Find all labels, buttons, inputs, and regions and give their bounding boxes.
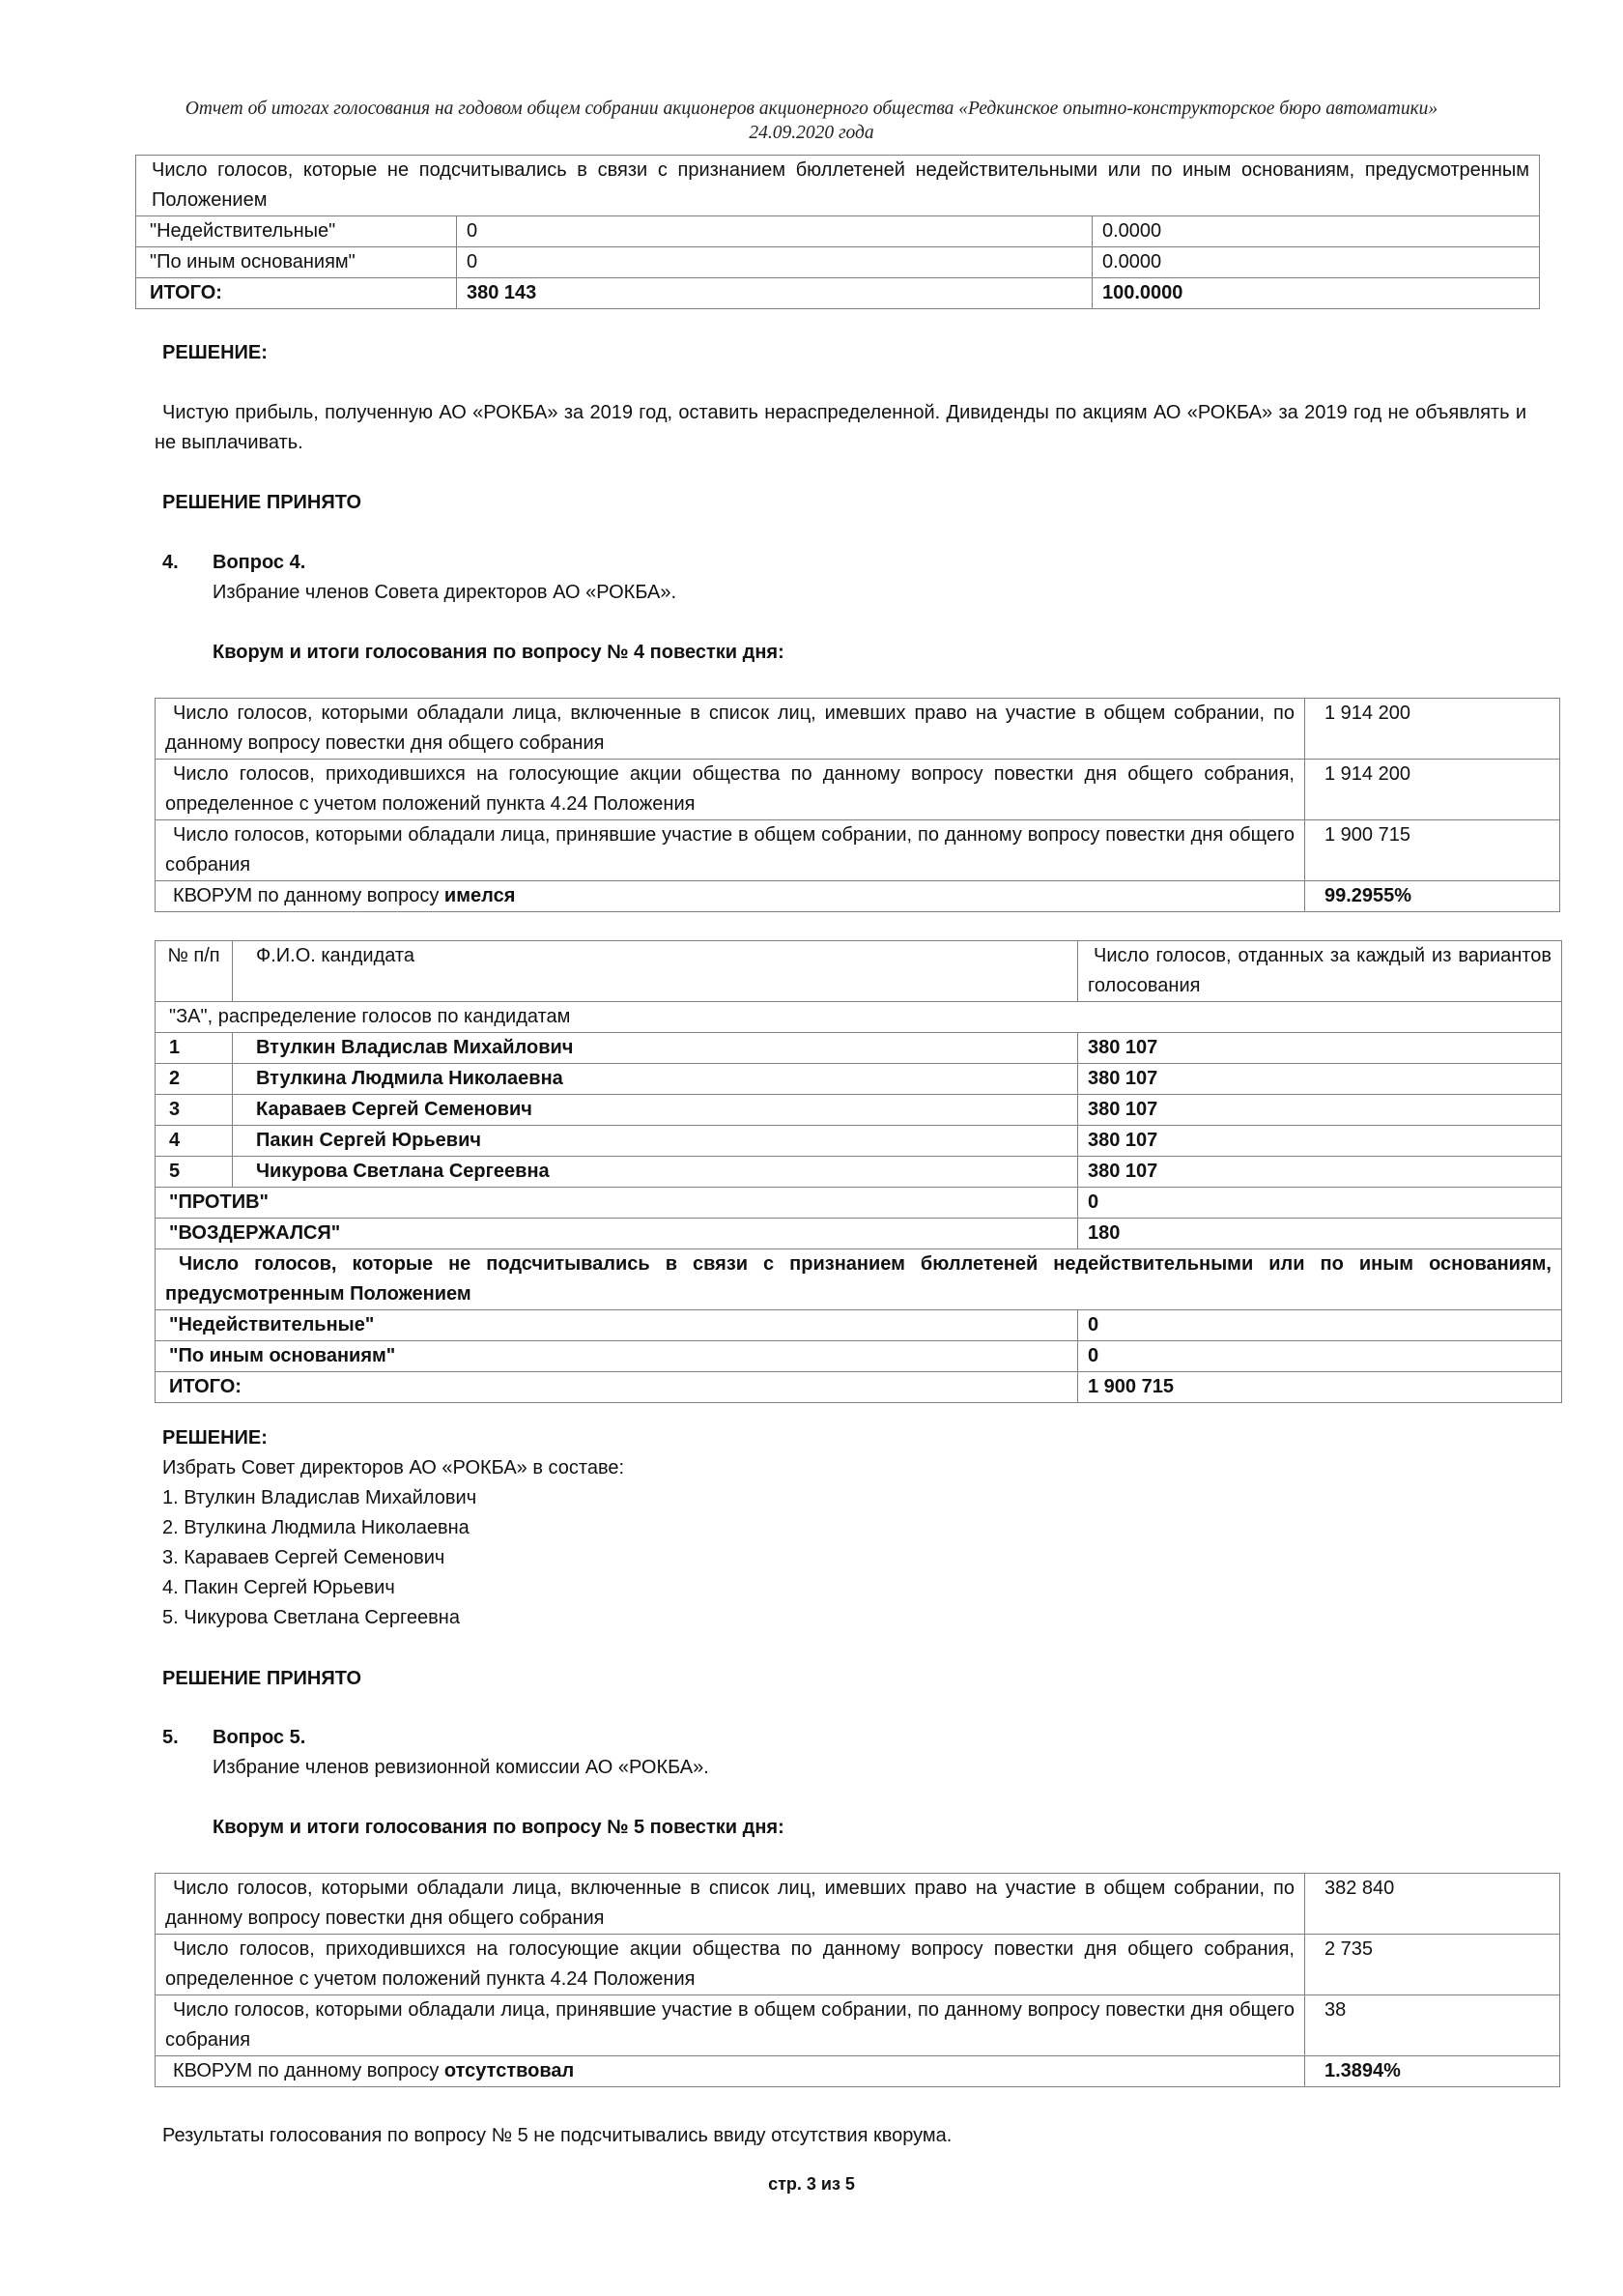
quorum-label: Число голосов, которыми обладали лица, включенные в список лиц, имевших право на участие в общем собрании, по данному вопросу повестки дня общего собрания — [156, 1874, 1305, 1935]
other-grounds-value: 0 — [1078, 1341, 1562, 1372]
candidate-no: 4 — [156, 1126, 233, 1157]
table-row — [156, 881, 1560, 912]
quorum-value: 1 914 200 — [1305, 760, 1560, 820]
abstain-label: "ВОЗДЕРЖАЛСЯ" — [156, 1219, 1078, 1249]
total-votes: 380 143 — [457, 278, 1093, 309]
table-row — [156, 1935, 1560, 1995]
abstain-value: 180 — [1078, 1219, 1562, 1249]
page-header — [0, 97, 1623, 145]
invalid-note: Число голосов, которые не подсчитывались в связи с признанием бюллетеней недействительными или по иным основаниям, предусмотренным Положением — [136, 156, 1540, 216]
q4-decision-heading: РЕШЕНИЕ: — [162, 1427, 268, 1449]
candidate-no: 1 — [156, 1033, 233, 1064]
col-header-votes: Число голосов, отданных за каждый из вариантов голосования — [1078, 941, 1562, 1002]
candidate-votes: 380 107 — [1078, 1126, 1562, 1157]
q4-decision — [162, 1423, 624, 1633]
col-header-name: Ф.И.О. кандидата — [233, 941, 1078, 1002]
q5-quorum-heading: Кворум и итоги голосования по вопросу № 5 повестки дня: — [213, 1817, 784, 1838]
row-label: "По иным основаниям" — [136, 247, 457, 278]
table-row — [136, 278, 1540, 309]
row-votes: 0 — [457, 247, 1093, 278]
other-grounds-label: "По иным основаниям" — [156, 1341, 1078, 1372]
table-row — [156, 1188, 1562, 1219]
quorum-value: 382 840 — [1305, 1874, 1560, 1935]
candidate-votes: 380 107 — [1078, 1033, 1562, 1064]
quorum-summary — [156, 2056, 1305, 2087]
total-label: ИТОГО: — [156, 1372, 1078, 1403]
page-number: стр. 3 из 5 — [768, 2174, 855, 2194]
q5-result-note: Результаты голосования по вопросу № 5 не подсчитывались ввиду отсутствия кворума. — [162, 2125, 953, 2146]
table-row — [156, 1126, 1562, 1157]
q5-quorum-table — [155, 1873, 1560, 2087]
report-date: 24.09.2020 года — [749, 123, 874, 143]
q3-invalid-votes-table — [135, 155, 1540, 309]
table-row — [156, 820, 1560, 881]
quorum-label: Число голосов, приходившихся на голосующие акции общества по данному вопросу повестки дня общего собрания, определенное с учетом положений пункта 4.24 Положения — [156, 760, 1305, 820]
row-percent: 0.0000 — [1093, 247, 1540, 278]
q4-decision-intro: Избрать Совет директоров АО «РОКБА» в составе: — [162, 1457, 625, 1478]
candidate-votes: 380 107 — [1078, 1064, 1562, 1095]
candidate-no: 2 — [156, 1064, 233, 1095]
table-row — [156, 2056, 1560, 2087]
table-row — [156, 1157, 1562, 1188]
row-label: "Недействительные" — [136, 216, 457, 247]
quorum-value: 2 735 — [1305, 1935, 1560, 1995]
q4-heading — [162, 548, 305, 578]
invalid-note: Число голосов, которые не подсчитывались в связи с признанием бюллетеней недействительными или по иным основаниям, предусмотренным Положением — [156, 1249, 1562, 1310]
q4-decision-item: 4. Пакин Сергей Юрьевич — [162, 1577, 395, 1598]
quorum-value: 38 — [1305, 1995, 1560, 2056]
total-value: 1 900 715 — [1078, 1372, 1562, 1403]
table-row — [156, 1995, 1560, 2056]
table-header-row — [156, 941, 1562, 1002]
row-percent: 0.0000 — [1093, 216, 1540, 247]
quorum-summary-label: КВОРУМ по данному вопросу — [173, 2060, 444, 2081]
q4-quorum-heading: Кворум и итоги голосования по вопросу № 4 повестки дня: — [213, 642, 784, 663]
table-row — [136, 247, 1540, 278]
invalid-value: 0 — [1078, 1310, 1562, 1341]
against-value: 0 — [1078, 1188, 1562, 1219]
table-row — [156, 1033, 1562, 1064]
quorum-percent: 99.2955% — [1305, 881, 1560, 912]
table-row — [156, 1874, 1560, 1935]
candidate-name: Караваев Сергей Семенович — [233, 1095, 1078, 1126]
q4-subject: Избрание членов Совета директоров АО «РОКБА». — [213, 582, 677, 603]
q4-decision-item: 5. Чикурова Светлана Сергеевна — [162, 1607, 460, 1628]
quorum-value: 1 900 715 — [1305, 820, 1560, 881]
table-row — [156, 1064, 1562, 1095]
total-percent: 100.0000 — [1093, 278, 1540, 309]
invalid-label: "Недействительные" — [156, 1310, 1078, 1341]
quorum-label: Число голосов, которыми обладали лица, принявшие участие в общем собрании, по данному вопросу повестки дня общего собрания — [156, 1995, 1305, 2056]
candidate-no: 5 — [156, 1157, 233, 1188]
q3-decision-status: РЕШЕНИЕ ПРИНЯТО — [162, 492, 362, 513]
quorum-summary-label: КВОРУМ по данному вопросу — [173, 885, 444, 906]
report-title: Отчет об итогах голосования на годовом общем собрании акционеров акционерного общества «Редкинское опытно-конструкторское бюро автоматики» — [185, 99, 1438, 119]
q4-number: 4. — [162, 552, 179, 573]
table-row — [156, 699, 1560, 760]
quorum-status: отсутствовал — [443, 2060, 575, 2081]
total-label: ИТОГО: — [136, 278, 457, 309]
q4-quorum-table — [155, 698, 1560, 912]
q3-decision-heading: РЕШЕНИЕ: — [162, 342, 268, 363]
table-row — [156, 1249, 1562, 1310]
candidate-votes: 380 107 — [1078, 1095, 1562, 1126]
col-header-no: № п/п — [156, 941, 233, 1002]
q5-title: Вопрос 5. — [213, 1727, 306, 1748]
table-row — [156, 1002, 1562, 1033]
q4-decision-item: 1. Втулкин Владислав Михайлович — [162, 1487, 477, 1508]
q4-candidates-table — [155, 940, 1562, 1403]
quorum-label: Число голосов, которыми обладали лица, включенные в список лиц, имевших право на участие в общем собрании, по данному вопросу повестки дня общего собрания — [156, 699, 1305, 760]
quorum-percent: 1.3894% — [1305, 2056, 1560, 2087]
candidate-name: Чикурова Светлана Сергеевна — [233, 1157, 1078, 1188]
q3-decision-text: Чистую прибыль, полученную АО «РОКБА» за 2019 год, оставить нераспределенной. Дивиденды по акциям АО «РОКБА» за 2019 год не объявлять и не выплачивать. — [155, 402, 1526, 453]
table-row — [156, 760, 1560, 820]
table-row — [156, 1372, 1562, 1403]
table-row — [136, 216, 1540, 247]
candidate-name: Пакин Сергей Юрьевич — [233, 1126, 1078, 1157]
for-distribution-label: "ЗА", распределение голосов по кандидатам — [156, 1002, 1562, 1033]
table-row — [156, 1310, 1562, 1341]
q5-subject: Избрание членов ревизионной комиссии АО «РОКБА». — [213, 1757, 709, 1778]
quorum-status: имелся — [443, 885, 516, 906]
q4-decision-status: РЕШЕНИЕ ПРИНЯТО — [162, 1668, 362, 1689]
q4-decision-item: 3. Караваев Сергей Семенович — [162, 1547, 445, 1568]
table-row — [156, 1219, 1562, 1249]
candidate-name: Втулкин Владислав Михайлович — [233, 1033, 1078, 1064]
table-row — [156, 1341, 1562, 1372]
q5-number: 5. — [162, 1727, 179, 1748]
quorum-value: 1 914 200 — [1305, 699, 1560, 760]
quorum-label: Число голосов, которыми обладали лица, принявшие участие в общем собрании, по данному вопросу повестки дня общего собрания — [156, 820, 1305, 881]
q5-heading — [162, 1723, 305, 1753]
candidate-no: 3 — [156, 1095, 233, 1126]
q4-decision-item: 2. Втулкина Людмила Николаевна — [162, 1517, 470, 1538]
table-row — [156, 1095, 1562, 1126]
q4-title: Вопрос 4. — [213, 552, 306, 573]
against-label: "ПРОТИВ" — [156, 1188, 1078, 1219]
table-row — [136, 156, 1540, 216]
candidate-votes: 380 107 — [1078, 1157, 1562, 1188]
quorum-summary — [156, 881, 1305, 912]
row-votes: 0 — [457, 216, 1093, 247]
candidate-name: Втулкина Людмила Николаевна — [233, 1064, 1078, 1095]
quorum-label: Число голосов, приходившихся на голосующие акции общества по данному вопросу повестки дня общего собрания, определенное с учетом положений пункта 4.24 Положения — [156, 1935, 1305, 1995]
